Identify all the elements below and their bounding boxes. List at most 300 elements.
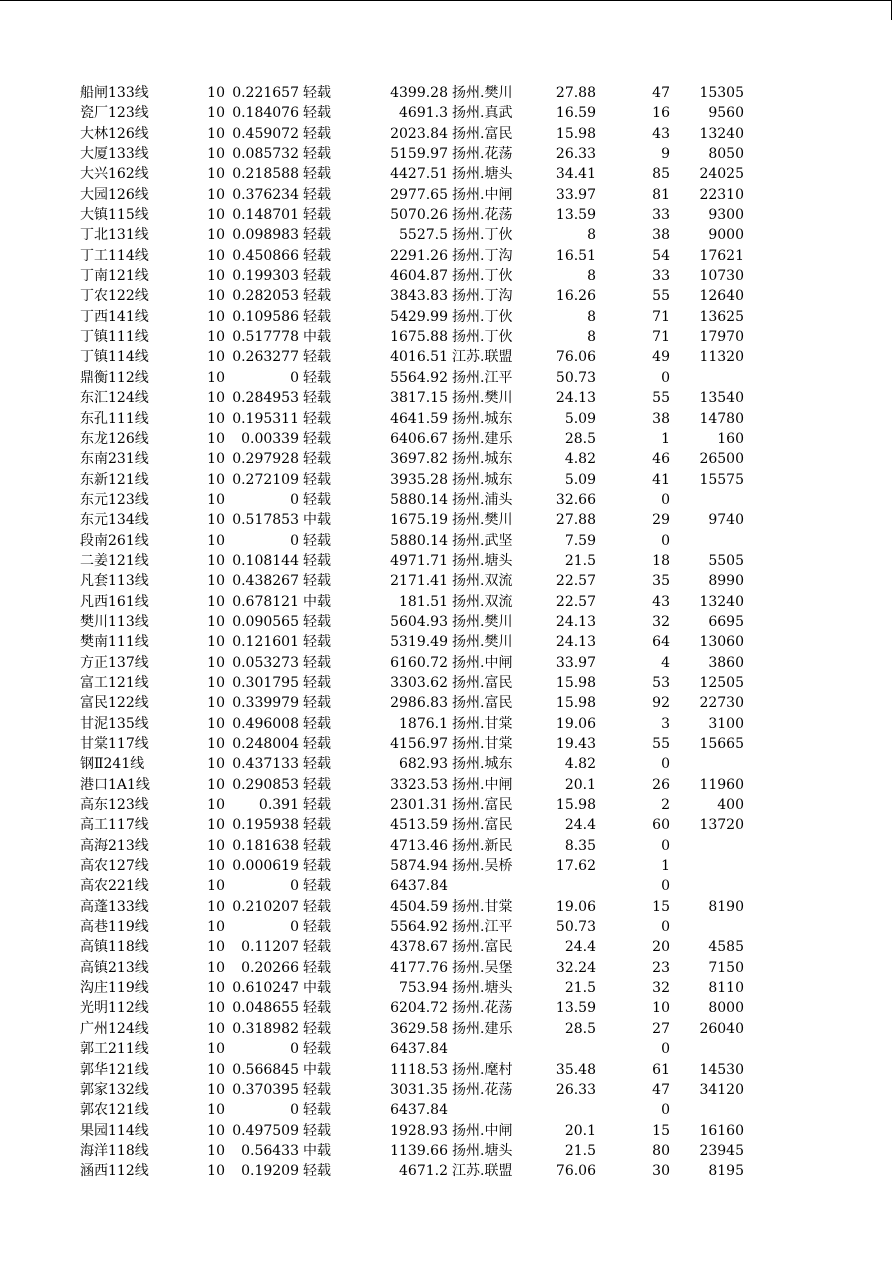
substation-cell: 扬州.浦头 xyxy=(452,491,513,508)
substation-cell: 扬州.甘棠 xyxy=(452,898,513,915)
margin-value-cell: 4427.51 xyxy=(390,166,448,183)
count-cell: 43 xyxy=(652,593,670,610)
line-name-cell: 大厦133线 xyxy=(80,146,149,163)
capacity-cell: 8050 xyxy=(708,146,744,163)
capacity-cell: 22310 xyxy=(699,186,744,203)
load-status-cell: 轻载 xyxy=(303,613,331,630)
substation-cell: 扬州.樊川 xyxy=(452,390,513,407)
count-cell: 80 xyxy=(652,1142,670,1159)
table-row xyxy=(0,124,892,144)
substation-cell: 江苏.联盟 xyxy=(452,1163,513,1180)
margin-value-cell: 2023.84 xyxy=(390,125,448,142)
line-name-cell: 高镇118线 xyxy=(80,939,149,956)
substation-cell: 扬州.塘头 xyxy=(452,1142,513,1159)
margin-value-cell: 3629.58 xyxy=(390,1020,448,1037)
line-name-cell: 甘棠117线 xyxy=(80,736,149,752)
load-ratio-cell: 0.048655 xyxy=(232,1000,299,1017)
table-row xyxy=(0,409,892,429)
substation-cell: 扬州.真武 xyxy=(452,105,513,122)
load-ratio-cell: 0.284953 xyxy=(232,390,299,407)
substation-cell: 扬州.建乐 xyxy=(452,1020,513,1037)
margin-value-cell: 1118.53 xyxy=(390,1061,448,1078)
count-cell: 3 xyxy=(661,715,670,732)
distance-cell: 7.59 xyxy=(564,532,596,549)
capacity-cell: 8110 xyxy=(708,980,744,997)
load-ratio-cell: 0.109586 xyxy=(232,308,299,325)
capacity-cell: 13240 xyxy=(699,593,744,610)
margin-value-cell: 5159.97 xyxy=(390,146,448,163)
table-row xyxy=(0,368,892,388)
load-status-cell: 中载 xyxy=(303,1142,331,1159)
distance-cell: 34.41 xyxy=(555,166,596,183)
line-name-cell: 丁西141线 xyxy=(80,308,149,325)
load-status-cell: 轻载 xyxy=(303,451,331,468)
count-cell: 61 xyxy=(652,1061,670,1078)
capacity-cell: 12505 xyxy=(699,674,744,691)
distance-cell: 15.98 xyxy=(555,695,596,712)
voltage-cell: 10 xyxy=(207,736,225,752)
load-ratio-cell: 0.19209 xyxy=(241,1163,299,1180)
load-ratio-cell: 0.184076 xyxy=(232,105,299,122)
voltage-cell: 10 xyxy=(207,695,225,712)
load-status-cell: 轻载 xyxy=(303,125,331,142)
line-name-cell: 高海213线 xyxy=(80,837,149,854)
top-border-line xyxy=(0,0,892,1)
margin-value-cell: 5527.5 xyxy=(399,227,448,244)
load-status-cell: 轻载 xyxy=(303,491,331,508)
line-name-cell: 丁农122线 xyxy=(80,288,149,305)
line-name-cell: 东汇124线 xyxy=(80,390,149,407)
voltage-cell: 10 xyxy=(207,654,225,671)
table-row xyxy=(0,1161,892,1181)
capacity-cell: 17970 xyxy=(699,329,744,346)
count-cell: 0 xyxy=(661,756,670,773)
margin-value-cell: 2986.83 xyxy=(390,695,448,712)
table-row xyxy=(0,225,892,245)
table-row xyxy=(0,673,892,693)
load-status-cell: 轻载 xyxy=(303,390,331,407)
voltage-cell: 10 xyxy=(207,898,225,915)
line-name-cell: 船闸133线 xyxy=(80,85,149,101)
line-name-cell: 东南231线 xyxy=(80,451,149,468)
load-ratio-cell: 0.459072 xyxy=(232,125,299,142)
table-row xyxy=(0,998,892,1018)
capacity-cell: 13540 xyxy=(699,390,744,407)
load-ratio-cell: 0 xyxy=(290,369,299,386)
margin-value-cell: 5564.92 xyxy=(390,369,448,386)
distance-cell: 27.88 xyxy=(555,512,596,529)
capacity-cell: 14530 xyxy=(699,1061,744,1078)
count-cell: 0 xyxy=(661,491,670,508)
table-row xyxy=(0,734,892,754)
voltage-cell: 10 xyxy=(207,186,225,203)
voltage-cell: 10 xyxy=(207,288,225,305)
line-name-cell: 高东123线 xyxy=(80,797,149,814)
count-cell: 33 xyxy=(652,268,670,285)
substation-cell: 扬州.塘头 xyxy=(452,552,513,569)
margin-value-cell: 4504.59 xyxy=(390,898,448,915)
margin-value-cell: 5604.93 xyxy=(390,613,448,630)
voltage-cell: 10 xyxy=(207,85,225,101)
distance-cell: 26.33 xyxy=(555,1081,596,1098)
load-ratio-cell: 0.195311 xyxy=(232,410,299,427)
load-status-cell: 中载 xyxy=(303,329,331,346)
count-cell: 54 xyxy=(652,247,670,264)
substation-cell: 扬州.丁沟 xyxy=(452,247,513,264)
substation-cell: 扬州.塘头 xyxy=(452,980,513,997)
margin-value-cell: 4691.3 xyxy=(399,105,448,122)
load-ratio-cell: 0.301795 xyxy=(232,674,299,691)
line-name-cell: 郭华121线 xyxy=(80,1061,149,1078)
table-row xyxy=(0,1080,892,1100)
table-row xyxy=(0,205,892,225)
voltage-cell: 10 xyxy=(207,1122,225,1139)
margin-value-cell: 1139.66 xyxy=(390,1142,448,1159)
table-row xyxy=(0,388,892,408)
line-name-cell: 丁工114线 xyxy=(80,247,149,264)
load-status-cell: 轻载 xyxy=(303,85,331,101)
capacity-cell: 26040 xyxy=(699,1020,744,1037)
voltage-cell: 10 xyxy=(207,146,225,163)
table-row xyxy=(0,653,892,673)
load-ratio-cell: 0.000619 xyxy=(232,858,299,875)
table-row xyxy=(0,246,892,266)
load-ratio-cell: 0.263277 xyxy=(232,349,299,366)
load-ratio-cell: 0.218588 xyxy=(232,166,299,183)
margin-value-cell: 1928.93 xyxy=(390,1122,448,1139)
count-cell: 16 xyxy=(652,105,670,122)
margin-value-cell: 3935.28 xyxy=(390,471,448,488)
data-table xyxy=(0,83,892,1182)
table-row xyxy=(0,470,892,490)
margin-value-cell: 4641.59 xyxy=(390,410,448,427)
line-name-cell: 东元134线 xyxy=(80,512,149,529)
distance-cell: 15.98 xyxy=(555,125,596,142)
substation-cell: 扬州.城东 xyxy=(452,451,513,468)
distance-cell: 35.48 xyxy=(555,1061,596,1078)
table-row xyxy=(0,103,892,123)
count-cell: 55 xyxy=(652,390,670,407)
voltage-cell: 10 xyxy=(207,1102,225,1119)
count-cell: 0 xyxy=(661,919,670,936)
load-status-cell: 轻载 xyxy=(303,715,331,732)
distance-cell: 5.09 xyxy=(564,471,596,488)
distance-cell: 24.4 xyxy=(564,939,596,956)
count-cell: 32 xyxy=(652,980,670,997)
load-ratio-cell: 0.290853 xyxy=(232,776,299,793)
distance-cell: 8 xyxy=(587,268,596,285)
margin-value-cell: 1675.88 xyxy=(390,329,448,346)
capacity-cell: 15575 xyxy=(699,471,744,488)
substation-cell: 扬州.樊川 xyxy=(452,512,513,529)
margin-value-cell: 4156.97 xyxy=(390,736,448,752)
substation-cell: 扬州.城东 xyxy=(452,471,513,488)
load-status-cell: 轻载 xyxy=(303,268,331,285)
line-name-cell: 高巷119线 xyxy=(80,919,149,936)
load-ratio-cell: 0.195938 xyxy=(232,817,299,834)
count-cell: 10 xyxy=(652,1000,670,1017)
capacity-cell: 160 xyxy=(717,430,744,447)
margin-value-cell: 6437.84 xyxy=(390,1102,448,1119)
capacity-cell: 5505 xyxy=(708,552,744,569)
capacity-cell: 9000 xyxy=(708,227,744,244)
load-status-cell: 轻载 xyxy=(303,1102,331,1119)
distance-cell: 32.24 xyxy=(555,959,596,976)
load-status-cell: 轻载 xyxy=(303,573,331,590)
table-row xyxy=(0,1141,892,1161)
line-name-cell: 大园126线 xyxy=(80,186,149,203)
load-status-cell: 轻载 xyxy=(303,146,331,163)
distance-cell: 24.13 xyxy=(555,390,596,407)
capacity-cell: 13060 xyxy=(699,634,744,651)
margin-value-cell: 753.94 xyxy=(399,980,448,997)
capacity-cell: 3860 xyxy=(708,654,744,671)
count-cell: 9 xyxy=(661,146,670,163)
load-ratio-cell: 0.090565 xyxy=(232,613,299,630)
distance-cell: 50.73 xyxy=(555,369,596,386)
substation-cell: 扬州.樊川 xyxy=(452,85,513,101)
distance-cell: 76.06 xyxy=(555,349,596,366)
count-cell: 15 xyxy=(652,898,670,915)
distance-cell: 8.35 xyxy=(564,837,596,854)
load-ratio-cell: 0 xyxy=(290,878,299,895)
margin-value-cell: 1876.1 xyxy=(399,715,448,732)
load-status-cell: 轻载 xyxy=(303,797,331,814)
substation-cell: 扬州.中闸 xyxy=(452,776,513,793)
load-ratio-cell: 0.221657 xyxy=(232,85,299,101)
load-ratio-cell: 0.450866 xyxy=(232,247,299,264)
distance-cell: 21.5 xyxy=(564,552,596,569)
voltage-cell: 10 xyxy=(207,349,225,366)
count-cell: 1 xyxy=(661,430,670,447)
substation-cell: 扬州.丁伙 xyxy=(452,227,513,244)
table-row xyxy=(0,612,892,632)
load-status-cell: 轻载 xyxy=(303,837,331,854)
count-cell: 71 xyxy=(652,329,670,346)
voltage-cell: 10 xyxy=(207,959,225,976)
substation-cell: 扬州.城东 xyxy=(452,410,513,427)
load-status-cell: 轻载 xyxy=(303,186,331,203)
substation-cell: 扬州.花荡 xyxy=(452,1081,513,1098)
count-cell: 27 xyxy=(652,1020,670,1037)
count-cell: 0 xyxy=(661,1102,670,1119)
line-name-cell: 高农127线 xyxy=(80,858,149,875)
voltage-cell: 10 xyxy=(207,980,225,997)
load-ratio-cell: 0.517778 xyxy=(232,329,299,346)
load-ratio-cell: 0.318982 xyxy=(232,1020,299,1037)
line-name-cell: 东元123线 xyxy=(80,491,149,508)
capacity-cell: 8000 xyxy=(708,1000,744,1017)
table-row xyxy=(0,958,892,978)
count-cell: 18 xyxy=(652,552,670,569)
margin-value-cell: 6204.72 xyxy=(390,1000,448,1017)
line-name-cell: 东孔111线 xyxy=(80,410,149,427)
load-ratio-cell: 0.148701 xyxy=(232,207,299,224)
line-name-cell: 高工117线 xyxy=(80,817,149,834)
distance-cell: 15.98 xyxy=(555,674,596,691)
distance-cell: 16.51 xyxy=(555,247,596,264)
table-row xyxy=(0,571,892,591)
distance-cell: 5.09 xyxy=(564,410,596,427)
distance-cell: 24.13 xyxy=(555,634,596,651)
load-ratio-cell: 0.20266 xyxy=(241,959,299,976)
count-cell: 38 xyxy=(652,227,670,244)
load-ratio-cell: 0.339979 xyxy=(232,695,299,712)
voltage-cell: 10 xyxy=(207,105,225,122)
line-name-cell: 港口1A1线 xyxy=(80,776,150,793)
margin-value-cell: 3817.15 xyxy=(390,390,448,407)
capacity-cell: 11320 xyxy=(699,349,744,366)
substation-cell: 扬州.双流 xyxy=(452,573,513,590)
voltage-cell: 10 xyxy=(207,390,225,407)
capacity-cell: 13720 xyxy=(699,817,744,834)
margin-value-cell: 4971.71 xyxy=(390,552,448,569)
table-row xyxy=(0,83,892,103)
margin-value-cell: 4604.87 xyxy=(390,268,448,285)
load-ratio-cell: 0.370395 xyxy=(232,1081,299,1098)
distance-cell: 33.97 xyxy=(555,186,596,203)
load-status-cell: 轻载 xyxy=(303,817,331,834)
voltage-cell: 10 xyxy=(207,491,225,508)
distance-cell: 20.1 xyxy=(564,776,596,793)
capacity-cell: 8195 xyxy=(708,1163,744,1180)
line-name-cell: 丁镇111线 xyxy=(80,329,149,346)
voltage-cell: 10 xyxy=(207,308,225,325)
margin-value-cell: 3323.53 xyxy=(390,776,448,793)
table-row xyxy=(0,1019,892,1039)
table-row xyxy=(0,531,892,551)
load-status-cell: 轻载 xyxy=(303,410,331,427)
voltage-cell: 10 xyxy=(207,939,225,956)
capacity-cell: 23945 xyxy=(699,1142,744,1159)
load-status-cell: 轻载 xyxy=(303,105,331,122)
count-cell: 43 xyxy=(652,125,670,142)
load-status-cell: 轻载 xyxy=(303,695,331,712)
margin-value-cell: 6406.67 xyxy=(390,430,448,447)
load-status-cell: 轻载 xyxy=(303,1000,331,1017)
load-ratio-cell: 0.181638 xyxy=(232,837,299,854)
margin-value-cell: 5880.14 xyxy=(390,532,448,549)
voltage-cell: 10 xyxy=(207,593,225,610)
count-cell: 92 xyxy=(652,695,670,712)
load-status-cell: 轻载 xyxy=(303,166,331,183)
count-cell: 41 xyxy=(652,471,670,488)
voltage-cell: 10 xyxy=(207,268,225,285)
capacity-cell: 16160 xyxy=(699,1122,744,1139)
load-status-cell: 轻载 xyxy=(303,532,331,549)
line-name-cell: 高农221线 xyxy=(80,878,149,895)
load-status-cell: 轻载 xyxy=(303,919,331,936)
load-ratio-cell: 0.438267 xyxy=(232,573,299,590)
substation-cell: 扬州.丁伙 xyxy=(452,308,513,325)
table-row xyxy=(0,978,892,998)
distance-cell: 4.82 xyxy=(564,451,596,468)
capacity-cell: 8990 xyxy=(708,573,744,590)
line-name-cell: 丁镇114线 xyxy=(80,349,149,366)
substation-cell: 扬州.樊川 xyxy=(452,634,513,651)
count-cell: 81 xyxy=(652,186,670,203)
table-row xyxy=(0,327,892,347)
substation-cell: 扬州.城东 xyxy=(452,756,513,773)
count-cell: 46 xyxy=(652,451,670,468)
voltage-cell: 10 xyxy=(207,512,225,529)
table-row xyxy=(0,795,892,815)
load-status-cell: 轻载 xyxy=(303,858,331,875)
distance-cell: 22.57 xyxy=(555,573,596,590)
load-status-cell: 轻载 xyxy=(303,430,331,447)
count-cell: 20 xyxy=(652,939,670,956)
voltage-cell: 10 xyxy=(207,878,225,895)
voltage-cell: 10 xyxy=(207,329,225,346)
load-status-cell: 轻载 xyxy=(303,349,331,366)
substation-cell: 扬州.麾村 xyxy=(452,1061,513,1078)
load-ratio-cell: 0 xyxy=(290,919,299,936)
table-row xyxy=(0,592,892,612)
load-ratio-cell: 0.610247 xyxy=(232,980,299,997)
count-cell: 0 xyxy=(661,878,670,895)
voltage-cell: 10 xyxy=(207,207,225,224)
voltage-cell: 10 xyxy=(207,1142,225,1159)
load-ratio-cell: 0 xyxy=(290,1041,299,1058)
capacity-cell: 3100 xyxy=(708,715,744,732)
distance-cell: 13.59 xyxy=(555,1000,596,1017)
voltage-cell: 10 xyxy=(207,1000,225,1017)
count-cell: 0 xyxy=(661,1041,670,1058)
distance-cell: 15.98 xyxy=(555,797,596,814)
load-ratio-cell: 0 xyxy=(290,491,299,508)
voltage-cell: 10 xyxy=(207,1061,225,1078)
voltage-cell: 10 xyxy=(207,451,225,468)
count-cell: 47 xyxy=(652,85,670,101)
margin-value-cell: 6160.72 xyxy=(390,654,448,671)
load-status-cell: 轻载 xyxy=(303,247,331,264)
table-row xyxy=(0,1121,892,1141)
substation-cell: 扬州.甘棠 xyxy=(452,715,513,732)
margin-value-cell: 5070.26 xyxy=(390,207,448,224)
voltage-cell: 10 xyxy=(207,369,225,386)
count-cell: 15 xyxy=(652,1122,670,1139)
table-row xyxy=(0,714,892,734)
line-name-cell: 郭工211线 xyxy=(80,1041,149,1058)
line-name-cell: 凡西161线 xyxy=(80,593,149,610)
load-status-cell: 轻载 xyxy=(303,654,331,671)
capacity-cell: 400 xyxy=(717,797,744,814)
margin-value-cell: 6437.84 xyxy=(390,1041,448,1058)
capacity-cell: 15305 xyxy=(699,85,744,101)
voltage-cell: 10 xyxy=(207,552,225,569)
distance-cell: 17.62 xyxy=(555,858,596,875)
load-ratio-cell: 0.210207 xyxy=(232,898,299,915)
voltage-cell: 10 xyxy=(207,1020,225,1037)
voltage-cell: 10 xyxy=(207,1081,225,1098)
table-row xyxy=(0,185,892,205)
line-name-cell: 涵西112线 xyxy=(80,1163,149,1180)
capacity-cell: 13625 xyxy=(699,308,744,325)
load-ratio-cell: 0.11207 xyxy=(241,939,299,956)
line-name-cell: 沟庄119线 xyxy=(80,980,149,997)
table-row xyxy=(0,1100,892,1120)
table-row xyxy=(0,856,892,876)
line-name-cell: 高镇213线 xyxy=(80,959,149,976)
table-row xyxy=(0,307,892,327)
voltage-cell: 10 xyxy=(207,634,225,651)
line-name-cell: 大镇115线 xyxy=(80,207,149,224)
distance-cell: 13.59 xyxy=(555,207,596,224)
load-ratio-cell: 0.56433 xyxy=(241,1142,299,1159)
margin-value-cell: 5429.99 xyxy=(390,308,448,325)
load-status-cell: 轻载 xyxy=(303,308,331,325)
voltage-cell: 10 xyxy=(207,715,225,732)
